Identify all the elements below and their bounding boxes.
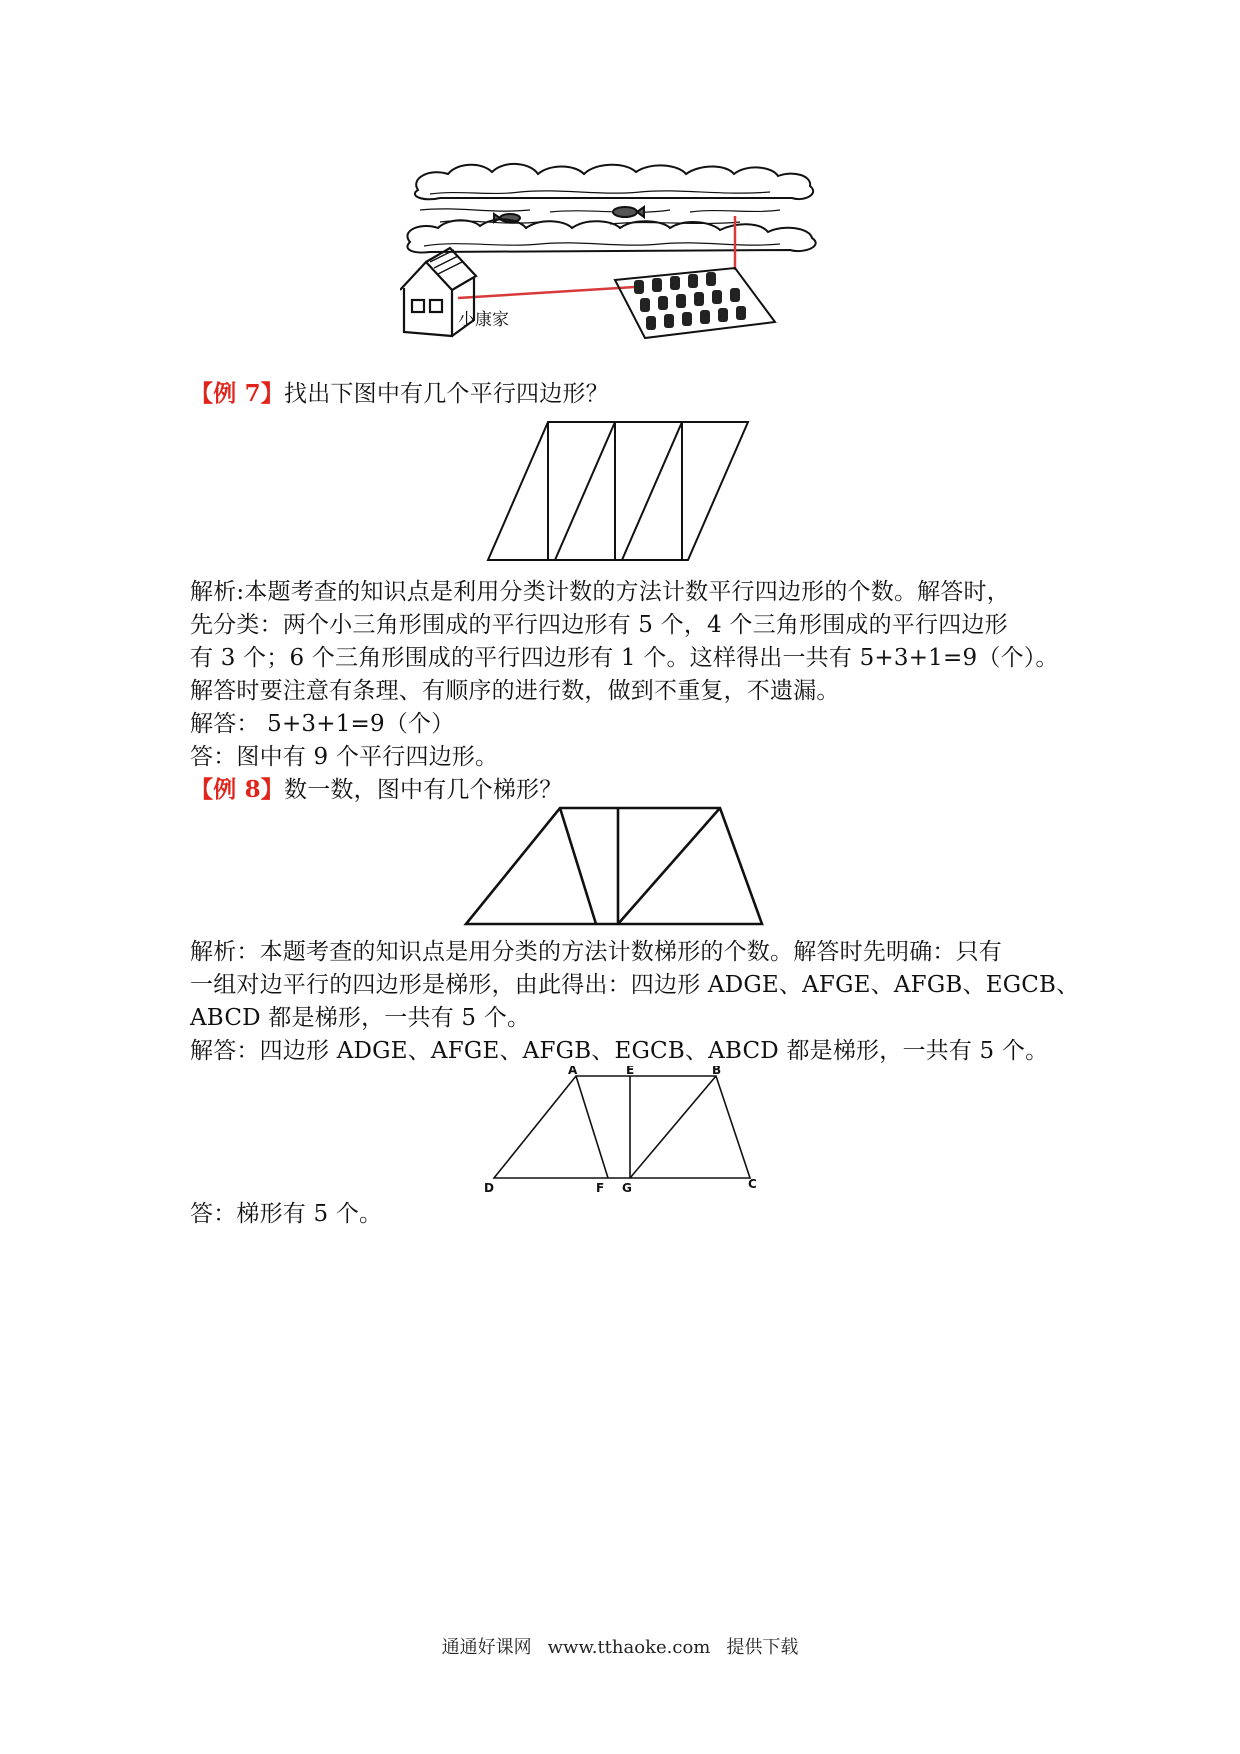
example8-question: 数一数，图中有几个梯形？	[284, 777, 563, 803]
point-label-d: D	[484, 1181, 494, 1195]
example7-analysis-line: 解答时要注意有条理、有顺序的进行数，做到不重复，不遗漏。	[190, 678, 840, 704]
example7-analysis-line: 解析:本题考查的知识点是利用分类计数的方法计数平行四边形的个数。解答时，	[190, 579, 1010, 605]
labeled-trapezoid-figure	[480, 1066, 770, 1196]
example7-tag: 【例 7】	[190, 380, 285, 407]
fish-icon	[613, 207, 637, 217]
point-label-b: B	[712, 1066, 722, 1077]
path-house-to-field	[458, 287, 635, 298]
home-label: 小康家	[458, 310, 509, 330]
example7-question: 找出下图中有几个平行四边形？	[284, 381, 609, 407]
point-label-f: F	[596, 1181, 605, 1195]
footer-url[interactable]: www.tthaoke.com	[547, 1637, 711, 1658]
field-icon	[615, 268, 775, 338]
upper-cloud-bank	[415, 164, 813, 199]
footer-suffix: 提供下载	[726, 1637, 799, 1658]
example8-analysis-line: 解析：本题考查的知识点是用分类的方法计数梯形的个数。解答时先明确：只有	[190, 939, 1002, 965]
example8-solution: 解答：四边形 ADGE、AFGE、AFGB、EGCB、ABCD 都是梯形，一共有 5 个。	[190, 1038, 1049, 1064]
example8-analysis-line: 一组对边平行的四边形是梯形，由此得出：四边形 ADGE、AFGE、AFGB、EGCB、	[190, 972, 1080, 998]
parallelogram-figure	[480, 418, 760, 568]
example7-answer: 答：图中有 9 个平行四边形。	[190, 744, 499, 770]
example8-header	[190, 774, 1070, 806]
river-house-field-illustration	[400, 160, 840, 370]
example8-tag: 【例 8】	[190, 776, 285, 803]
point-label-a: A	[568, 1066, 578, 1077]
point-label-e: E	[626, 1066, 635, 1077]
example8-analysis-line: ABCD 都是梯形，一共有 5 个。	[190, 1005, 531, 1031]
example7-analysis-line: 有 3 个；6 个三角形围成的平行四边形有 1 个。这样得出一共有 5+3+1=9（个）。	[190, 645, 1059, 671]
point-label-g: G	[622, 1181, 632, 1195]
point-label-c: C	[748, 1177, 757, 1191]
example7-analysis-line: 先分类：两个小三角形围成的平行四边形有 5 个，4 个三角形围成的平行四边形	[190, 612, 1008, 638]
footer-site-name: 通通好课网	[441, 1637, 532, 1658]
example7-solution: 解答： 5+3+1=9（个）	[190, 711, 455, 737]
example7-header	[190, 378, 1070, 410]
page-footer	[0, 1633, 1240, 1659]
trapezoid-figure	[460, 804, 770, 928]
example8-answer: 答：梯形有 5 个。	[190, 1201, 383, 1227]
